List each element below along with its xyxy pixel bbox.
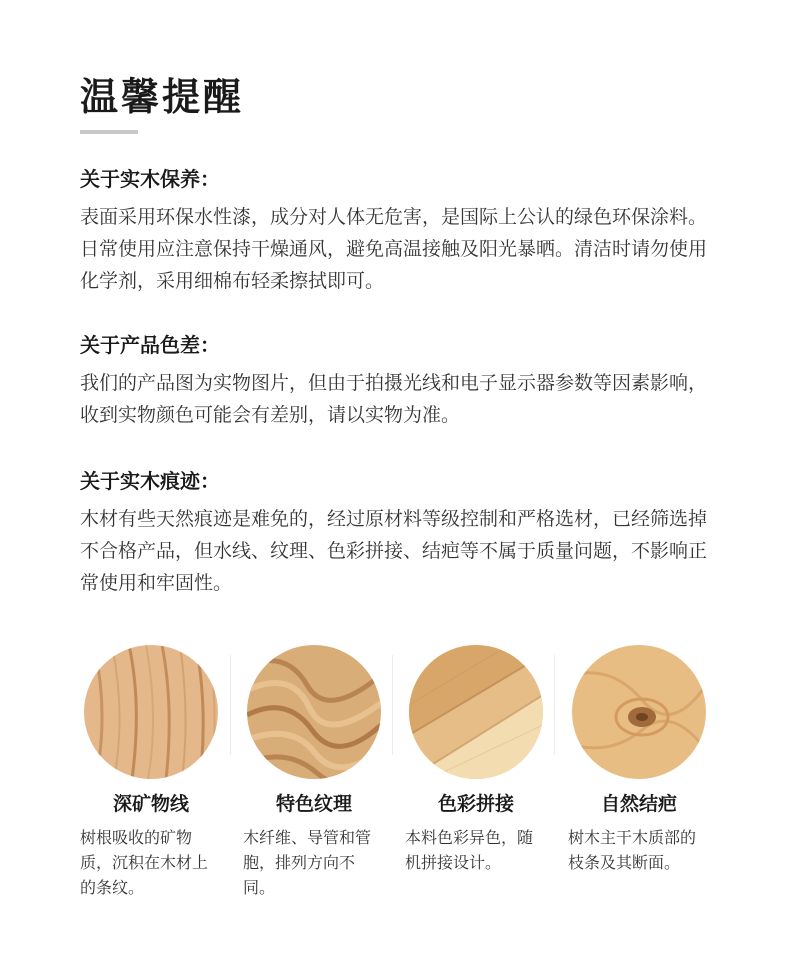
feature-title: 特色纹理: [275, 793, 352, 815]
divider: [230, 655, 231, 755]
wood-features: [70, 645, 720, 915]
divider: [392, 655, 393, 755]
section-text: 我们的产品图为实物图片，但由于拍摄光线和电子显示器参数等因素影响，收到实物颜色可能会有差别，请以实物为准。: [80, 372, 708, 426]
section-color-difference: [80, 331, 720, 431]
feature-card-knot: [558, 645, 708, 875]
feature-card-mineral-line: [70, 645, 220, 900]
page-title: 温馨提醒: [80, 75, 245, 119]
wood-grain-icon: [247, 645, 381, 779]
wood-mineral-line-icon: [84, 645, 218, 779]
section-text: 表面采用环保水性漆，成分对人体无危害，是国际上公认的绿色环保涂料。日常使用应注意保持干燥通风，避免高温接触及阳光暴晒。清洁时请勿使用化学剂，采用细棉布轻柔擦拭即可。: [80, 206, 708, 292]
feature-card-grain: [233, 645, 383, 900]
section-wood-marks: [80, 467, 720, 599]
section-wood-care: [80, 165, 720, 297]
feature-text: 本料色彩异色，随机拼接设计。: [405, 828, 534, 872]
title-underline: [80, 130, 138, 134]
section-heading: 关于实木保养：: [80, 167, 220, 191]
wood-color-joint-icon: [409, 645, 543, 779]
feature-title: 色彩拼接: [437, 793, 514, 815]
section-text: 木材有些天然痕迹是难免的，经过原材料等级控制和严格选材，已经筛选掉不合格产品，但水线、纹理、色彩拼接、结疤等不属于质量问题，不影响正常使用和牢固性。: [80, 508, 708, 594]
feature-title: 深矿物线: [112, 793, 189, 815]
feature-card-color-joint: [395, 645, 545, 875]
feature-text: 木纤维、导管和管胞，排列方向不同。: [243, 828, 372, 897]
feature-title: 自然结疤: [600, 793, 677, 815]
wood-knot-icon: [572, 645, 706, 779]
divider: [554, 655, 555, 755]
feature-text: 树木主干木质部的枝条及其断面。: [568, 828, 697, 872]
section-heading: 关于实木痕迹：: [80, 469, 220, 493]
section-heading: 关于产品色差：: [80, 333, 220, 357]
feature-text: 树根吸收的矿物质，沉积在木材上的条纹。: [80, 828, 209, 897]
